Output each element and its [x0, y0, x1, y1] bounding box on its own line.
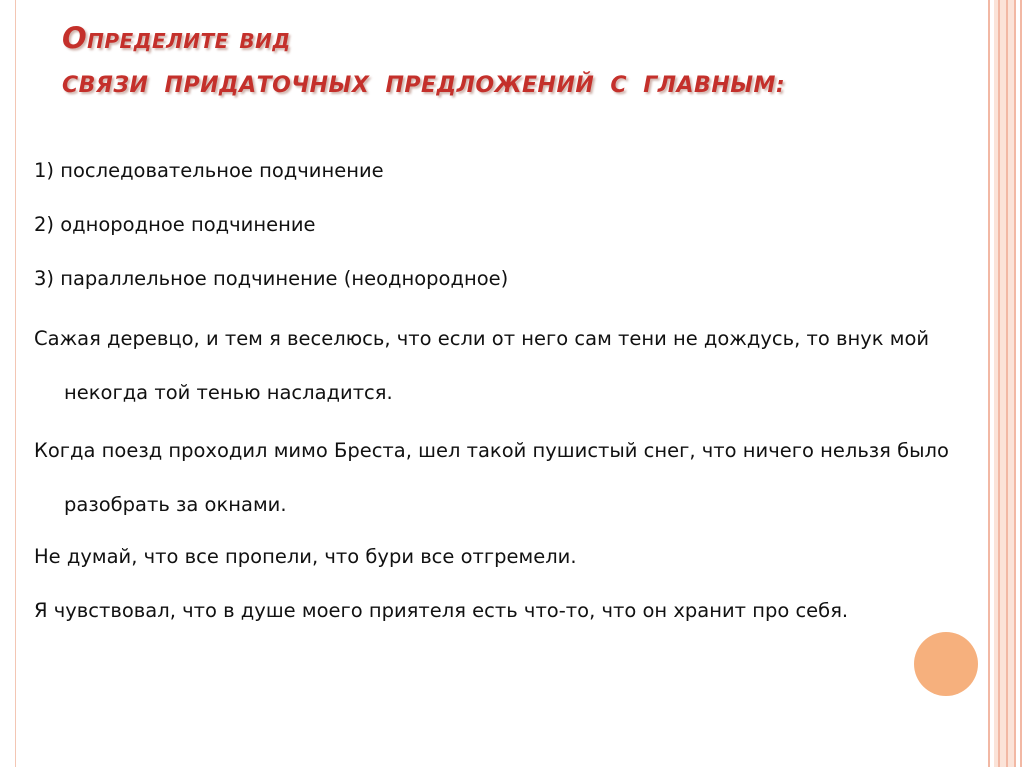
- slide-body: [34, 150, 974, 644]
- option-item-2: 2) однородное подчинение: [34, 213, 316, 236]
- highlight-circle-decoration: [914, 632, 978, 696]
- sentence-3: Не думай, что все пропели, что бури все отгремели.: [34, 545, 577, 568]
- right-striped-border-decoration: [984, 0, 1024, 767]
- sentence-4: Я чувствовал, что в душе моего приятеля есть что-то, что он хранит про себя.: [34, 599, 849, 622]
- sentence-2: Когда поезд проходил мимо Бреста, шел такой пушистый снег, что ничего нельзя было разобрать за окнами.: [34, 439, 949, 516]
- title-line-2: СВЯЗИ ПРИДАТОЧНЫХ ПРЕДЛОЖЕНИЙ С ГЛАВНЫМ:: [62, 73, 786, 98]
- sentence-1: Сажая деревцо, и тем я веселюсь, что если от него сам тени не дождусь, то внук мой некогда той тенью насладится.: [34, 327, 930, 404]
- left-rule-decoration: [15, 0, 16, 767]
- option-item-3: 3) параллельное подчинение (неоднородное): [34, 267, 509, 290]
- slide-title: [62, 14, 785, 110]
- title-line-1: Определите вид: [62, 21, 291, 55]
- option-item-1: 1) последовательное подчинение: [34, 159, 384, 182]
